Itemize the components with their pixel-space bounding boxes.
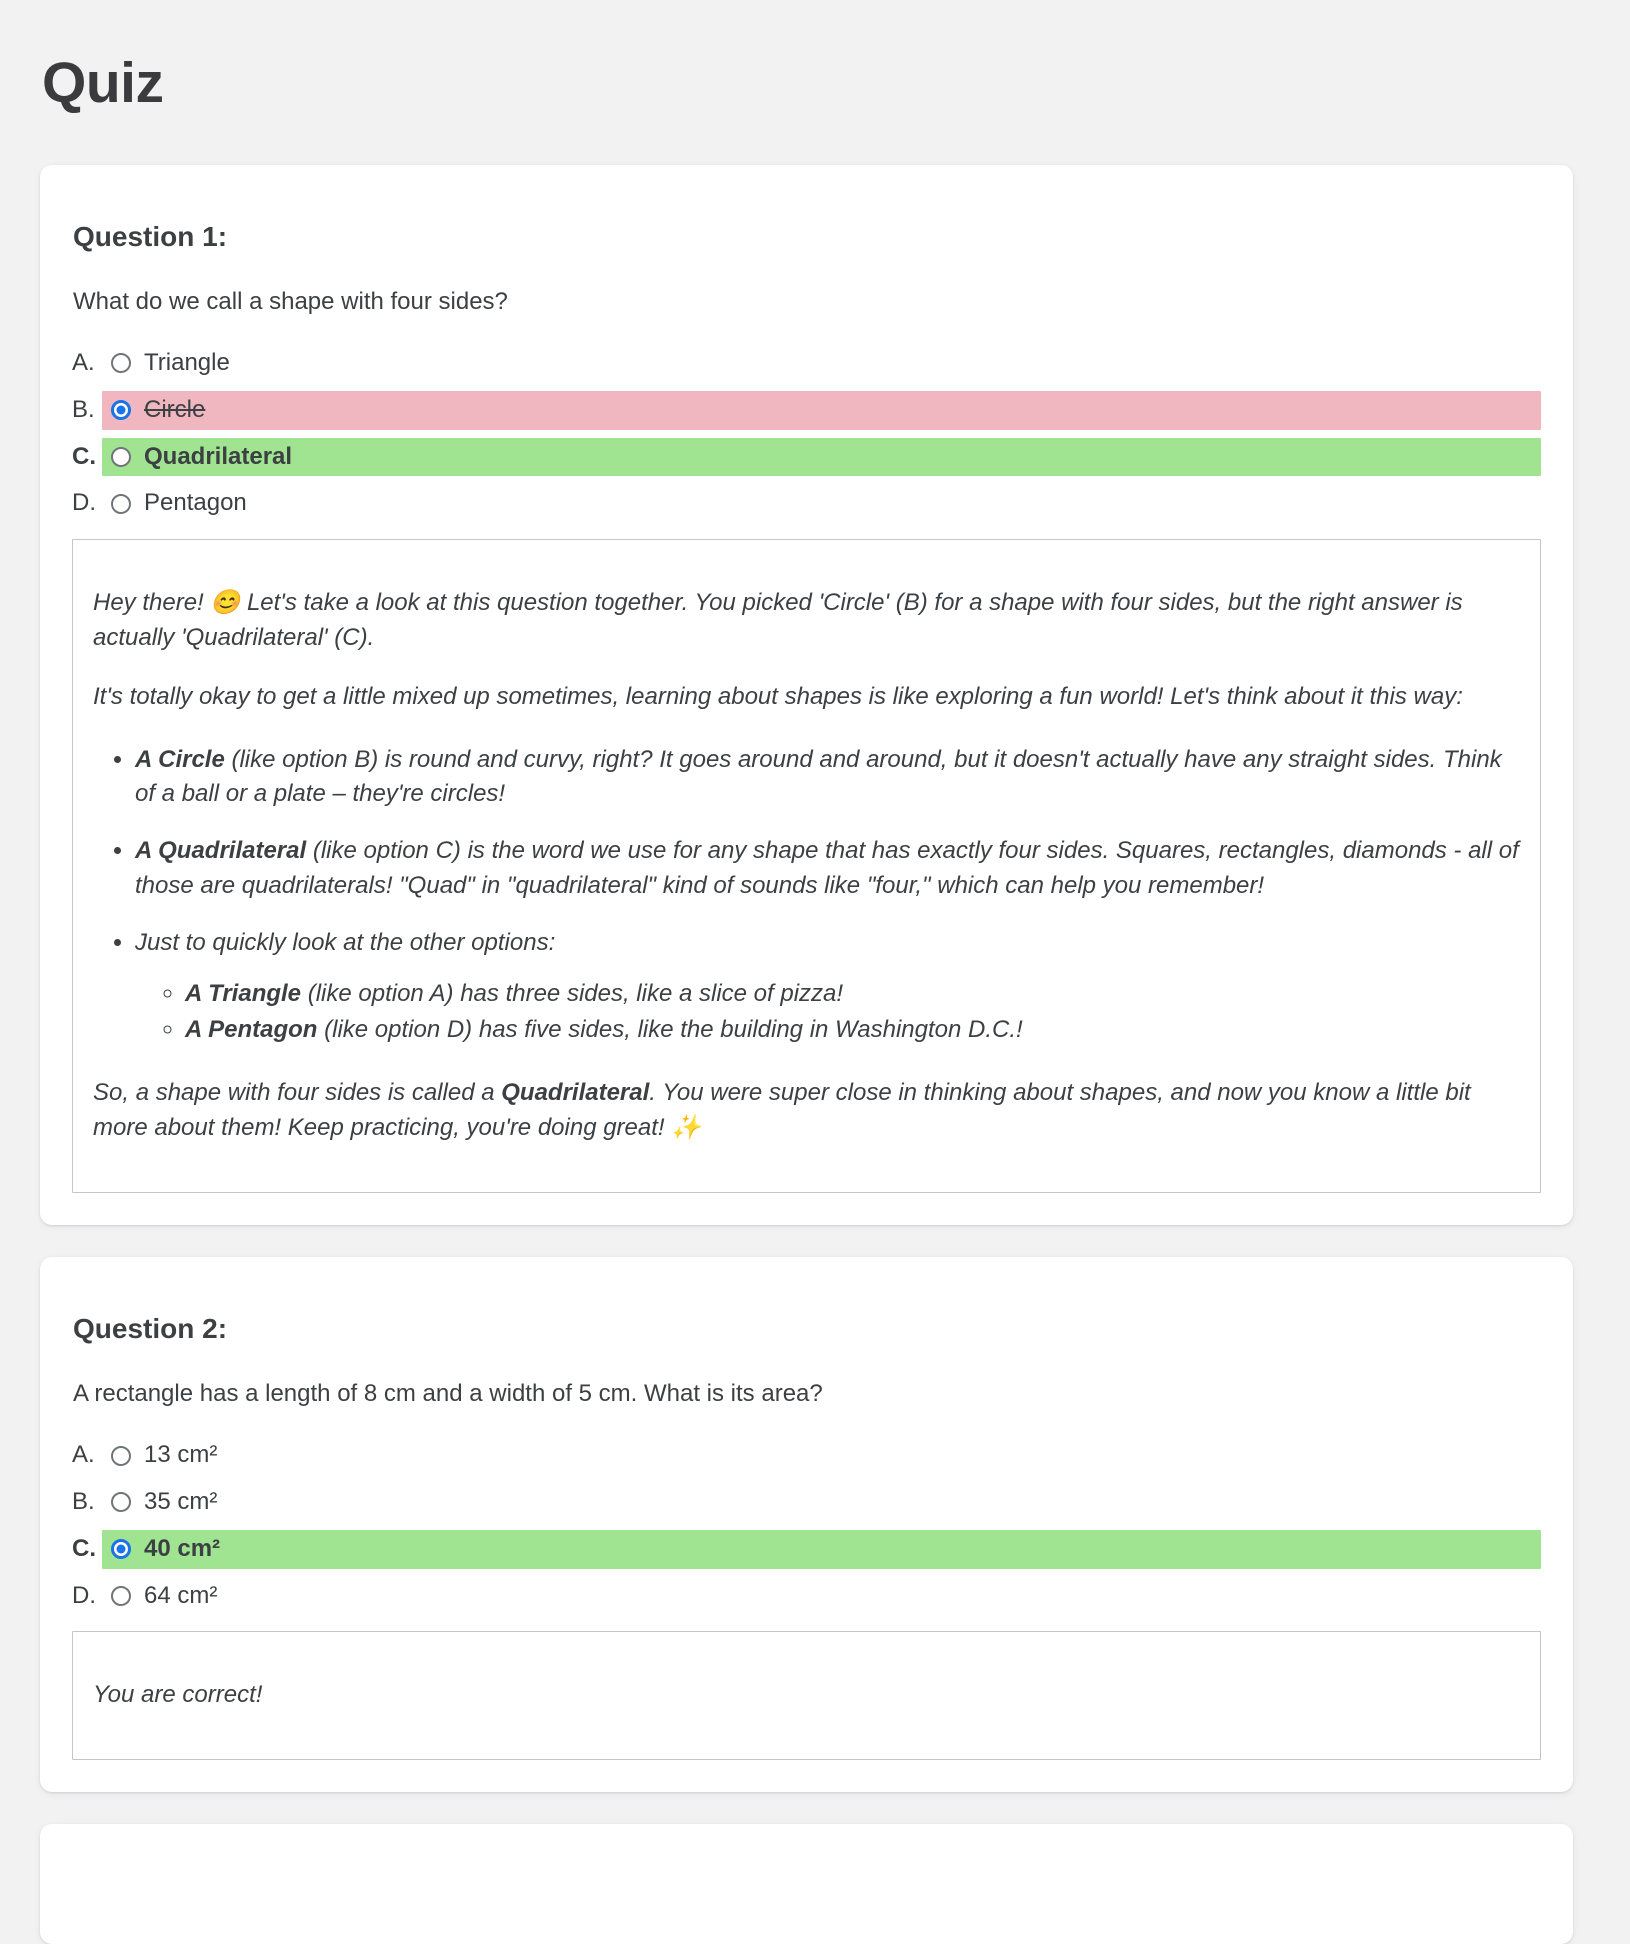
option-letter: B. <box>72 395 95 423</box>
feedback-text: Just to quickly look at the other options: <box>135 928 556 956</box>
option-group <box>72 344 1541 523</box>
feedback-text: You are correct! <box>93 1681 263 1709</box>
feedback-text: (like option D) has five sides, like the building in Washington D.C.! <box>317 1016 1023 1044</box>
radio-button[interactable] <box>111 494 131 514</box>
option-letter: C. <box>72 1534 96 1562</box>
option-label: Pentagon <box>144 489 247 517</box>
radio-button[interactable] <box>111 447 131 467</box>
question-heading: Question 2: <box>73 1312 228 1344</box>
question-list <box>40 165 1573 1793</box>
option-row <box>72 1530 1541 1569</box>
feedback-bold-text: A Pentagon <box>185 1016 318 1044</box>
page-title: Quiz <box>42 51 164 115</box>
option-row <box>72 1577 1541 1616</box>
option-choice[interactable] <box>102 438 1541 477</box>
feedback-paragraph <box>93 680 1520 715</box>
feedback-text: Hey there! 😊 Let's take a look at this question together. You picked 'Circle' (B) for a shape with four sides, but the right answer is actually 'Quadrilateral' (C). <box>93 589 1463 652</box>
feedback-text: (like option A) has three sides, like a slice of pizza! <box>301 979 844 1007</box>
option-row <box>72 344 1541 383</box>
radio-button[interactable] <box>111 1586 131 1606</box>
feedback-bullet-item <box>135 743 1520 813</box>
option-label: Quadrilateral <box>144 442 293 470</box>
radio-button[interactable] <box>111 353 131 373</box>
feedback-text: (like option B) is round and curvy, right? It goes around and around, but it doesn't actually have any straight sides. Think of a ball or a plate – they're circles! <box>135 745 1502 808</box>
feedback-text: So, a shape with four sides is called a <box>93 1079 502 1107</box>
question-card <box>40 165 1573 1225</box>
feedback-bullet-list <box>93 743 1520 1049</box>
question-card <box>40 1257 1573 1792</box>
option-choice[interactable] <box>102 484 1541 523</box>
question-prompt: What do we call a shape with four sides? <box>73 288 508 316</box>
option-group <box>72 1436 1541 1615</box>
option-label: Triangle <box>144 349 230 377</box>
option-label: 64 cm² <box>144 1581 218 1609</box>
radio-button-selected[interactable] <box>111 400 131 420</box>
option-row <box>72 438 1541 477</box>
feedback-paragraph <box>93 586 1520 656</box>
option-letter: D. <box>72 1581 96 1609</box>
option-choice[interactable] <box>102 1483 1541 1522</box>
option-letter: C. <box>72 442 96 470</box>
option-choice[interactable] <box>102 344 1541 383</box>
feedback-paragraph <box>93 1076 1520 1146</box>
radio-button[interactable] <box>111 1446 131 1466</box>
radio-button-selected[interactable] <box>111 1539 131 1559</box>
feedback-bullet-item <box>135 834 1520 904</box>
feedback-sub-list <box>135 977 1520 1049</box>
option-label: 13 cm² <box>144 1441 218 1469</box>
feedback-bold-text: A Quadrilateral <box>135 837 307 865</box>
option-letter: A. <box>72 1441 95 1469</box>
option-letter: A. <box>72 349 95 377</box>
option-letter: D. <box>72 489 96 517</box>
feedback-paragraph <box>93 1678 1520 1713</box>
option-label: 35 cm² <box>144 1487 218 1515</box>
option-letter: B. <box>72 1487 95 1515</box>
option-row <box>72 484 1541 523</box>
feedback-bullet-item <box>135 926 1520 1048</box>
feedback-box <box>72 1631 1541 1760</box>
feedback-bold-text: Quadrilateral <box>501 1079 650 1107</box>
option-choice[interactable] <box>102 1577 1541 1616</box>
option-choice[interactable] <box>102 1436 1541 1475</box>
feedback-bold-text: A Circle <box>135 745 225 773</box>
feedback-sub-item <box>185 977 1520 1012</box>
option-row <box>72 391 1541 430</box>
feedback-bold-text: A Triangle <box>185 979 302 1007</box>
question-prompt: A rectangle has a length of 8 cm and a width of 5 cm. What is its area? <box>73 1380 823 1408</box>
feedback-text: It's totally okay to get a little mixed up sometimes, learning about shapes is like exploring a fun world! Let's think about it this way: <box>93 682 1463 710</box>
feedback-text: (like option C) is the word we use for any shape that has exactly four sides. Squares, rectangles, diamonds - all of those are quadrilaterals! "Quad" in "quadrilateral" kind of sounds like "four," which can help you remember! <box>135 837 1519 899</box>
option-choice[interactable] <box>102 1530 1541 1569</box>
option-row <box>72 1483 1541 1522</box>
option-row <box>72 1436 1541 1475</box>
feedback-sub-item <box>185 1013 1520 1048</box>
option-choice[interactable] <box>102 391 1541 430</box>
option-label: 40 cm² <box>144 1534 221 1562</box>
feedback-box <box>72 539 1541 1193</box>
radio-button[interactable] <box>111 1492 131 1512</box>
feedback-text: . You were super close in thinking about shapes, and now you know a little bit more about them! Keep practicing, you're doing great! ✨ <box>93 1079 1471 1141</box>
quiz-page <box>0 42 1630 1944</box>
next-question-card <box>40 1824 1573 1944</box>
option-label: Circle <box>144 395 206 423</box>
question-heading: Question 1: <box>73 220 228 252</box>
